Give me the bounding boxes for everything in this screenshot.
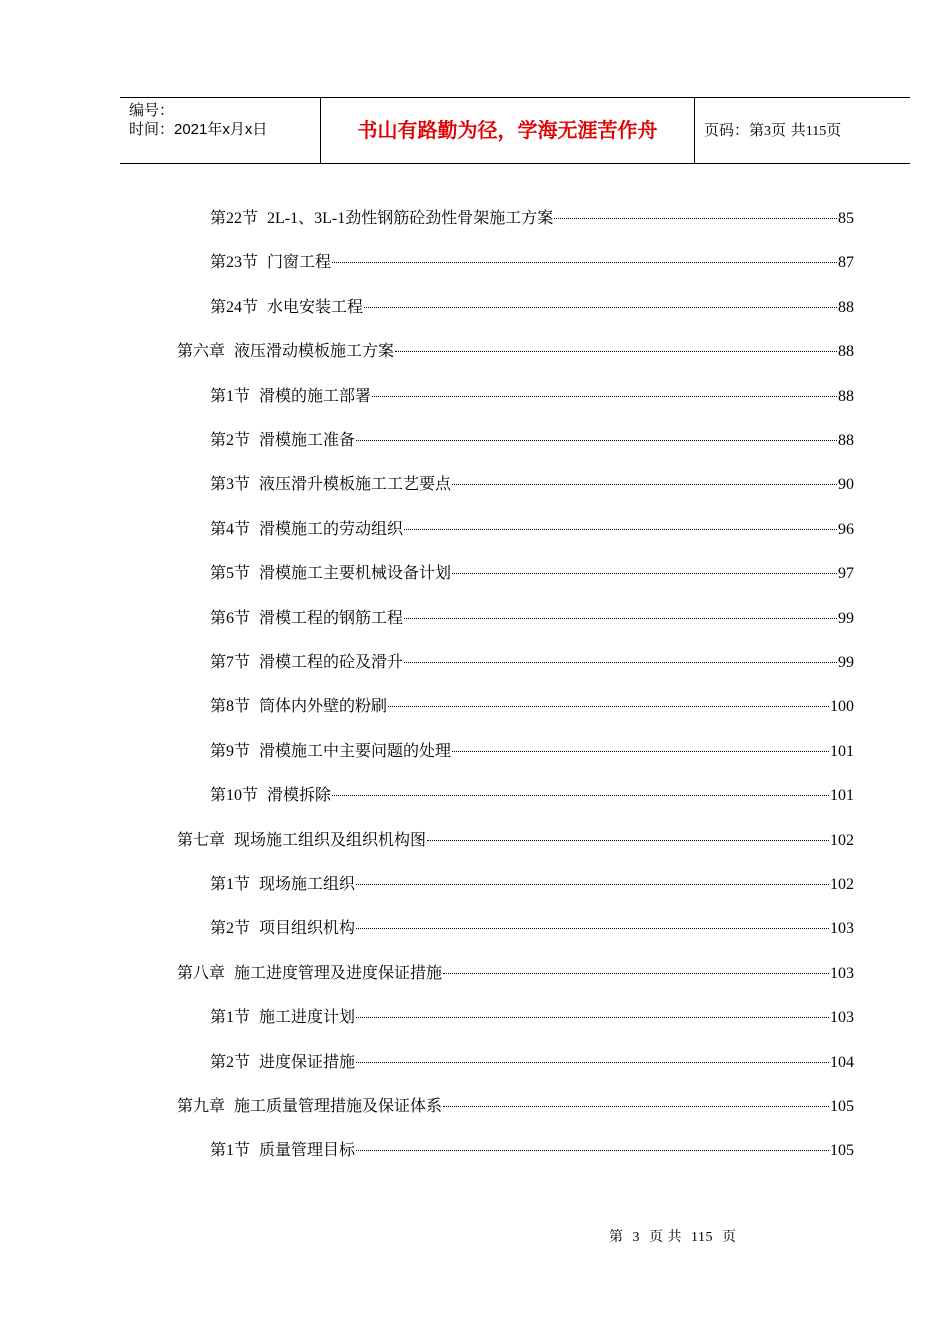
toc-entry-text: 施工进度计划 (259, 1009, 356, 1027)
toc-entry-text: 进度保证措施 (259, 1053, 356, 1071)
toc-entry-title (210, 562, 451, 586)
header-page-prefix: 页码：第 (704, 121, 765, 139)
toc-entry-text: 门窗工程 (267, 254, 332, 272)
toc-entry-label: 第七章 (177, 831, 226, 849)
page-footer (609, 1228, 745, 1248)
toc-entry[interactable] (177, 962, 854, 986)
toc-entry-label: 第22节 (210, 210, 259, 227)
page-header (120, 97, 910, 164)
toc-entry[interactable] (210, 695, 854, 719)
toc-entry-label: 第7节 (210, 654, 251, 671)
toc-entry-text: 液压滑升模板施工工艺要点 (259, 476, 452, 494)
toc-entry-text: 施工质量管理措施及保证体系 (234, 1098, 443, 1115)
toc-entry-text: 质量管理目标 (259, 1142, 356, 1160)
footer-current: 3 (632, 1230, 640, 1245)
toc-entry-text: 水电安装工程 (267, 298, 364, 316)
toc-entry-text: 施工进度管理及进度保证措施 (234, 964, 443, 982)
toc-entry-page: 99 (838, 609, 854, 627)
toc-dot-leader (364, 307, 837, 308)
header-motto: 书山有路勤为径，学海无涯苦作舟 (321, 98, 695, 163)
toc-entry-title (177, 1095, 442, 1119)
toc-entry-text: 现场施工组织 (259, 876, 356, 893)
toc-entry-label: 第3节 (210, 476, 251, 494)
toc-entry-label: 第24节 (210, 298, 259, 316)
toc-entry-label: 第23节 (210, 254, 259, 272)
toc-entry-text: 滑模施工准备 (259, 432, 356, 449)
toc-entry-title (210, 429, 355, 453)
toc-entry-page: 85 (838, 210, 854, 227)
toc-entry-page: 90 (838, 476, 854, 494)
toc-entry-title (210, 385, 371, 409)
toc-entry-text: 滑模的施工部署 (259, 387, 372, 405)
toc-entry[interactable] (177, 829, 854, 853)
toc-entry-title (210, 607, 403, 631)
toc-entry-text: 现场施工组织及组织机构图 (234, 831, 427, 849)
toc-entry-label: 第九章 (177, 1098, 226, 1115)
toc-entry-text: 滑模施工中主要问题的处理 (259, 742, 452, 760)
toc-entry-page: 97 (838, 565, 854, 583)
footer-total: 115 (691, 1230, 713, 1245)
toc-entry-text: 滑模工程的钢筋工程 (259, 609, 404, 627)
toc-entry[interactable] (210, 1006, 854, 1030)
toc-entry[interactable] (210, 1051, 854, 1075)
toc-entry-page: 88 (838, 387, 854, 405)
toc-entry-page: 88 (838, 343, 854, 361)
toc-entry-page: 103 (830, 964, 854, 982)
toc-entry-label: 第1节 (210, 1009, 251, 1027)
toc-entry[interactable] (210, 607, 854, 631)
toc-dot-leader (332, 795, 829, 796)
toc-entry-text: 项目组织机构 (259, 920, 356, 938)
header-page-info (695, 98, 910, 163)
toc-entry-title (210, 207, 553, 231)
toc-dot-leader (554, 218, 837, 219)
toc-entry-title (210, 1139, 355, 1163)
toc-entry[interactable] (210, 385, 854, 409)
toc-dot-leader (452, 751, 829, 752)
toc-entry[interactable] (210, 917, 854, 941)
toc-dot-leader (443, 973, 829, 974)
toc-dot-leader (452, 573, 837, 574)
toc-entry-label: 第1节 (210, 876, 251, 893)
toc-entry[interactable] (210, 562, 854, 586)
toc-entry-label: 第2节 (210, 432, 251, 449)
toc-entry-label: 第5节 (210, 565, 251, 583)
toc-entry[interactable] (210, 429, 854, 453)
toc-entry-title (210, 873, 355, 897)
toc-entry-label: 第六章 (177, 343, 226, 361)
header-page-current: 3 (764, 124, 772, 139)
header-page-suffix: 页 (826, 121, 842, 139)
toc-entry-page: 88 (838, 298, 854, 316)
toc-entry[interactable] (210, 251, 854, 275)
toc-entry[interactable] (177, 1095, 854, 1119)
toc-entry-page: 88 (838, 432, 854, 449)
toc-dot-leader (372, 396, 837, 397)
toc-entry-text: 2L-1、3L-1劲性钢筋砼劲性骨架施工方案 (267, 210, 554, 227)
header-page-total: 115 (805, 124, 827, 139)
toc-entry-title (210, 296, 363, 320)
toc-dot-leader (356, 440, 837, 441)
toc-dot-leader (356, 1062, 829, 1063)
toc-entry-label: 第1节 (210, 1142, 251, 1160)
toc-entry-label: 第1节 (210, 387, 251, 405)
toc-dot-leader (356, 1150, 829, 1151)
toc-dot-leader (452, 484, 837, 485)
toc-entry-page: 99 (838, 654, 854, 671)
toc-entry-page: 103 (830, 920, 854, 938)
toc-entry[interactable] (210, 207, 854, 231)
toc-dot-leader (356, 1017, 829, 1018)
toc-entry-text: 滑模拆除 (267, 787, 332, 805)
toc-dot-leader (395, 351, 837, 352)
toc-entry[interactable] (210, 518, 854, 542)
toc-entry-page: 102 (830, 831, 854, 849)
toc-entry-label: 第2节 (210, 1053, 251, 1071)
toc-entry-page: 104 (830, 1053, 854, 1071)
toc-entry-title (210, 695, 387, 719)
toc-entry-title (210, 251, 331, 275)
toc-entry[interactable] (210, 740, 854, 764)
toc-entry-text: 筒体内外壁的粉刷 (259, 698, 388, 716)
toc-dot-leader (332, 262, 837, 263)
toc-entry-page: 101 (830, 787, 854, 805)
toc-entry-page: 100 (830, 698, 854, 716)
toc-entry-page: 105 (830, 1098, 854, 1115)
toc-dot-leader (356, 928, 829, 929)
toc-entry[interactable] (210, 784, 854, 808)
footer-mid: 页 共 (649, 1230, 682, 1245)
toc-entry-label: 第9节 (210, 742, 251, 760)
toc-entry-page: 87 (838, 254, 854, 272)
toc-entry-page: 102 (830, 876, 854, 893)
toc-entry-title (177, 340, 394, 364)
toc-entry-text: 滑模工程的砼及滑升 (259, 654, 404, 671)
toc-dot-leader (443, 1106, 829, 1107)
toc-entry[interactable] (210, 1139, 854, 1163)
header-page-mid: 页 共 (771, 121, 806, 139)
toc-entry[interactable] (210, 873, 854, 897)
toc-dot-leader (427, 840, 829, 841)
toc-dot-leader (404, 529, 837, 530)
toc-entry-title (210, 1051, 355, 1075)
toc-entry-title (177, 829, 426, 853)
toc-entry-title (210, 651, 403, 675)
toc-dot-leader (404, 618, 837, 619)
toc-dot-leader (356, 884, 829, 885)
toc-dot-leader (388, 706, 829, 707)
toc-entry-title (210, 784, 331, 808)
toc-entry-text: 液压滑动模板施工方案 (234, 343, 395, 361)
toc-entry-title (210, 917, 355, 941)
toc-entry[interactable] (210, 473, 854, 497)
toc-entry-page: 103 (830, 1009, 854, 1027)
toc-entry-text: 滑模施工主要机械设备计划 (259, 565, 452, 583)
toc-entry-label: 第八章 (177, 964, 226, 982)
toc-entry[interactable] (177, 340, 854, 364)
toc-entry[interactable] (210, 296, 854, 320)
toc-dot-leader (404, 662, 837, 663)
toc-entry-title (210, 473, 451, 497)
time-label: 时间：2021年x月x日 (129, 121, 268, 138)
toc-entry-label: 第4节 (210, 520, 251, 538)
toc-entry-page: 105 (830, 1142, 854, 1160)
toc-entry-text: 滑模施工的劳动组织 (259, 520, 404, 538)
toc-entry-page: 101 (830, 742, 854, 760)
toc-entry-page: 96 (838, 520, 854, 538)
toc-entry-title (210, 740, 451, 764)
toc-entry-label: 第2节 (210, 920, 251, 938)
toc-entry-label: 第10节 (210, 787, 259, 805)
toc-entry-title (210, 518, 403, 542)
toc-entry-title (210, 1006, 355, 1030)
header-meta (120, 98, 321, 163)
toc-entry[interactable] (210, 651, 854, 675)
code-label: 编号： (129, 102, 175, 119)
toc-entry-title (177, 962, 442, 986)
toc-entry-label: 第6节 (210, 609, 251, 627)
footer-prefix: 第 (609, 1230, 624, 1245)
footer-suffix: 页 (721, 1230, 737, 1245)
toc-entry-label: 第8节 (210, 698, 251, 716)
